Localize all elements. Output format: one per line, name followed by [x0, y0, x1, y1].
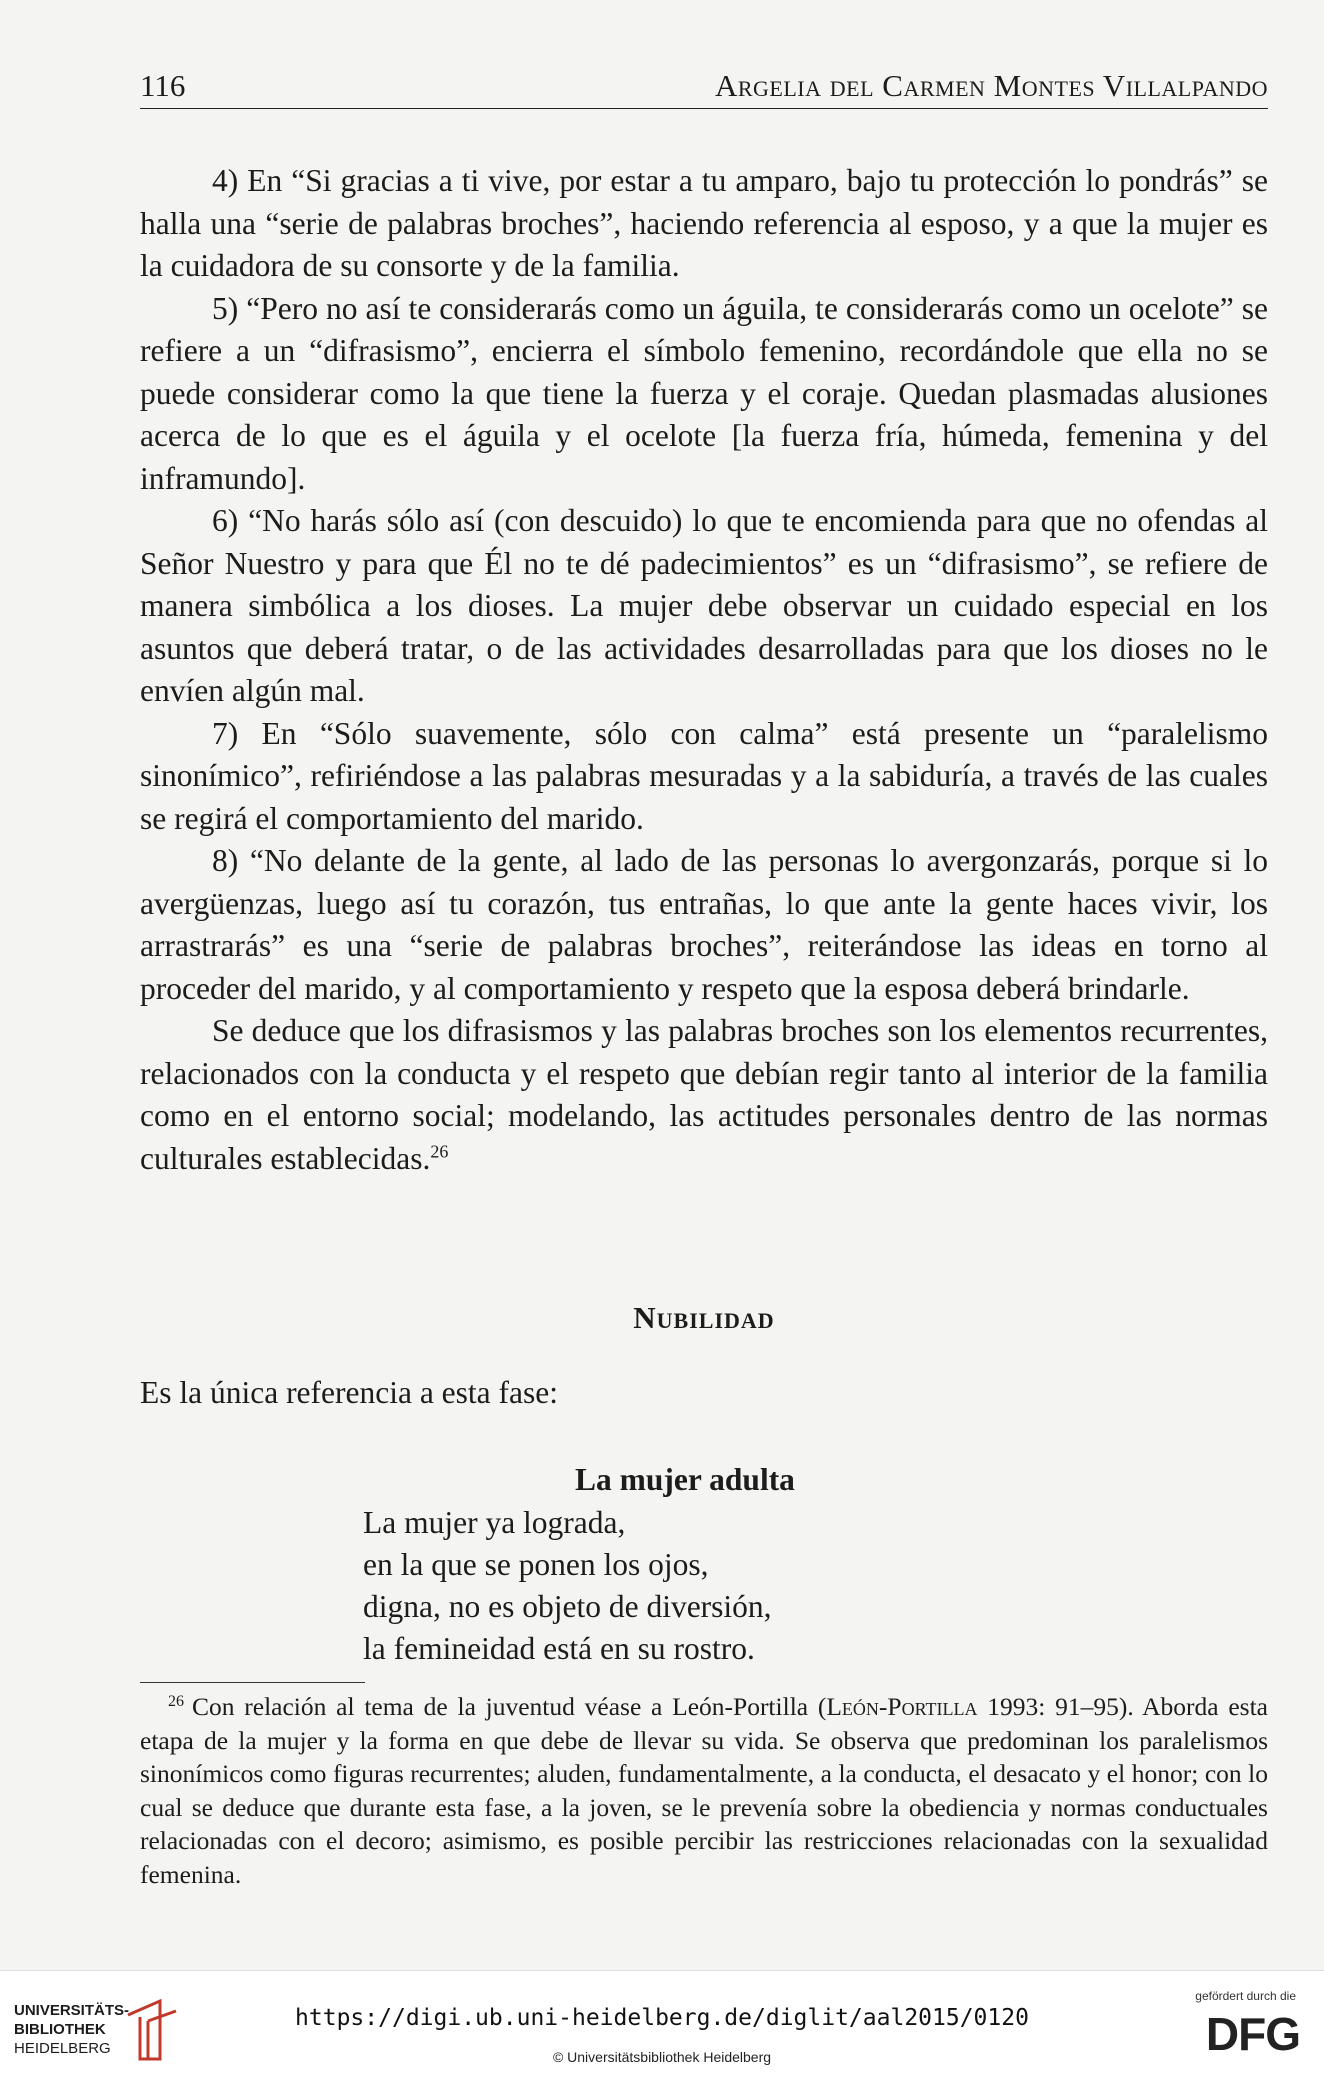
footnote	[140, 1690, 1268, 1891]
body-text	[140, 160, 1268, 1180]
footnote-citation: León-Portilla	[826, 1692, 978, 1721]
paragraph: 5) “Pero no así te considerarás como un águila, te considerarás como un ocelote” se refiere a un “difrasismo”, encierra el símbolo femenino, recordándole que ella no se puede considerar como la que tiene la fuerza y el coraje. Quedan plasmadas alusiones acerca de lo que es el águila y el ocelote [la fuerza fría, húmeda, femenina y del inframundo].	[140, 290, 1268, 496]
paragraph: 4) En “Si gracias a ti vive, por estar a tu amparo, bajo tu protección lo pondrás” se halla una “serie de palabras broches”, haciendo referencia al esposo, y a que la mujer es la cuidadora de su consorte y de la familia.	[140, 163, 1268, 283]
funder-label: gefördert durch die	[1195, 1989, 1296, 2003]
footnote-text: 1993: 91–95). Aborda esta etapa de la mujer y la forma en que debe de llevar su vida. Se observa que predominan los paralelismos sinonímicos como figuras recurrentes; aluden, fundamentalmente, a la conducta, el desacato y el honor; con lo cual se deduce que durante esta fase, a la joven, se le prevenía sobre la obediencia y normas conductuales relacionadas con el decoro; asimismo, es posible percibir las restricciones relacionadas con la sexualidad femenina.	[140, 1692, 1268, 1889]
library-name-line: BIBLIOTHEK	[14, 2021, 106, 2038]
footnote-text: Con relación al tema de la juventud véase a León-Portilla (	[192, 1692, 827, 1721]
section-intro: Es la única referencia a esta fase:	[140, 1375, 558, 1410]
paragraph	[140, 1010, 1268, 1180]
section-heading: Nubilidad	[633, 1300, 775, 1335]
poem-line: La mujer ya lograda,	[363, 1505, 626, 1540]
paragraph: 6) “No harás sólo así (con descuido) lo que te encomienda para que no ofendas al Señor Nuestro y para que Él no te dé padecimientos” es un “difrasismo”, se refiere de manera simbólica a los dioses. La mujer debe observar un cuidado especial en los asuntos que deberá tratar, o de las actividades desarrolladas para que los dioses no le envíen algún mal.	[140, 503, 1268, 708]
footnote-reference[interactable]: 26	[430, 1141, 449, 1161]
running-header	[140, 68, 1268, 104]
paragraph: 7) En “Sólo suavemente, sólo con calma” está presente un “paralelismo sinonímico”, refiriéndose a las palabras mesuradas y a la sabiduría, a través de las cuales se regirá el comportamiento del marido.	[140, 715, 1268, 836]
footer-bar	[0, 1970, 1324, 2087]
poem-line: en la que se ponen los ojos,	[363, 1547, 709, 1582]
footnote-rule	[140, 1682, 365, 1683]
poem-title: La mujer adulta	[575, 1462, 795, 1497]
poem-line: la femineidad está en su rostro.	[363, 1631, 755, 1666]
page-number: 116	[140, 68, 186, 103]
poem	[363, 1502, 772, 1670]
running-header-author: Argelia del Carmen Montes Villalpando	[714, 68, 1268, 103]
library-name-line: HEIDELBERG	[14, 2040, 111, 2057]
dfg-logo[interactable]: DFG	[1205, 2008, 1300, 2060]
paragraph-text: Se deduce que los difrasismos y las palabras broches son los elementos recurrentes, relacionados con la conducta y el respeto que debían regir tanto al interior de la familia como en el entorno social; modelando, las actitudes personales dentro de las normas culturales establecidas.	[140, 1013, 1268, 1176]
footnote-mark: 26	[168, 1692, 184, 1710]
poem-line: digna, no es objeto de diversión,	[363, 1589, 772, 1624]
permalink-url[interactable]: https://digi.ub.uni-heidelberg.de/diglit/aal2015/0120	[295, 2005, 1029, 2031]
library-name-line: UNIVERSITÄTS-	[14, 2002, 130, 2019]
header-rule	[140, 108, 1268, 109]
paragraph: 8) “No delante de la gente, al lado de las personas lo avergonzarás, porque si lo avergüenzas, luego así tu corazón, tus entrañas, lo que ante la gente haces vivir, los arrastrarás” es una “serie de palabras broches”, reiterándose las ideas en torno al proceder del marido, y al comportamiento y respeto que la esposa deberá brindarle.	[140, 843, 1268, 1006]
copyright-notice: © Universitätsbibliothek Heidelberg	[552, 2049, 772, 2065]
